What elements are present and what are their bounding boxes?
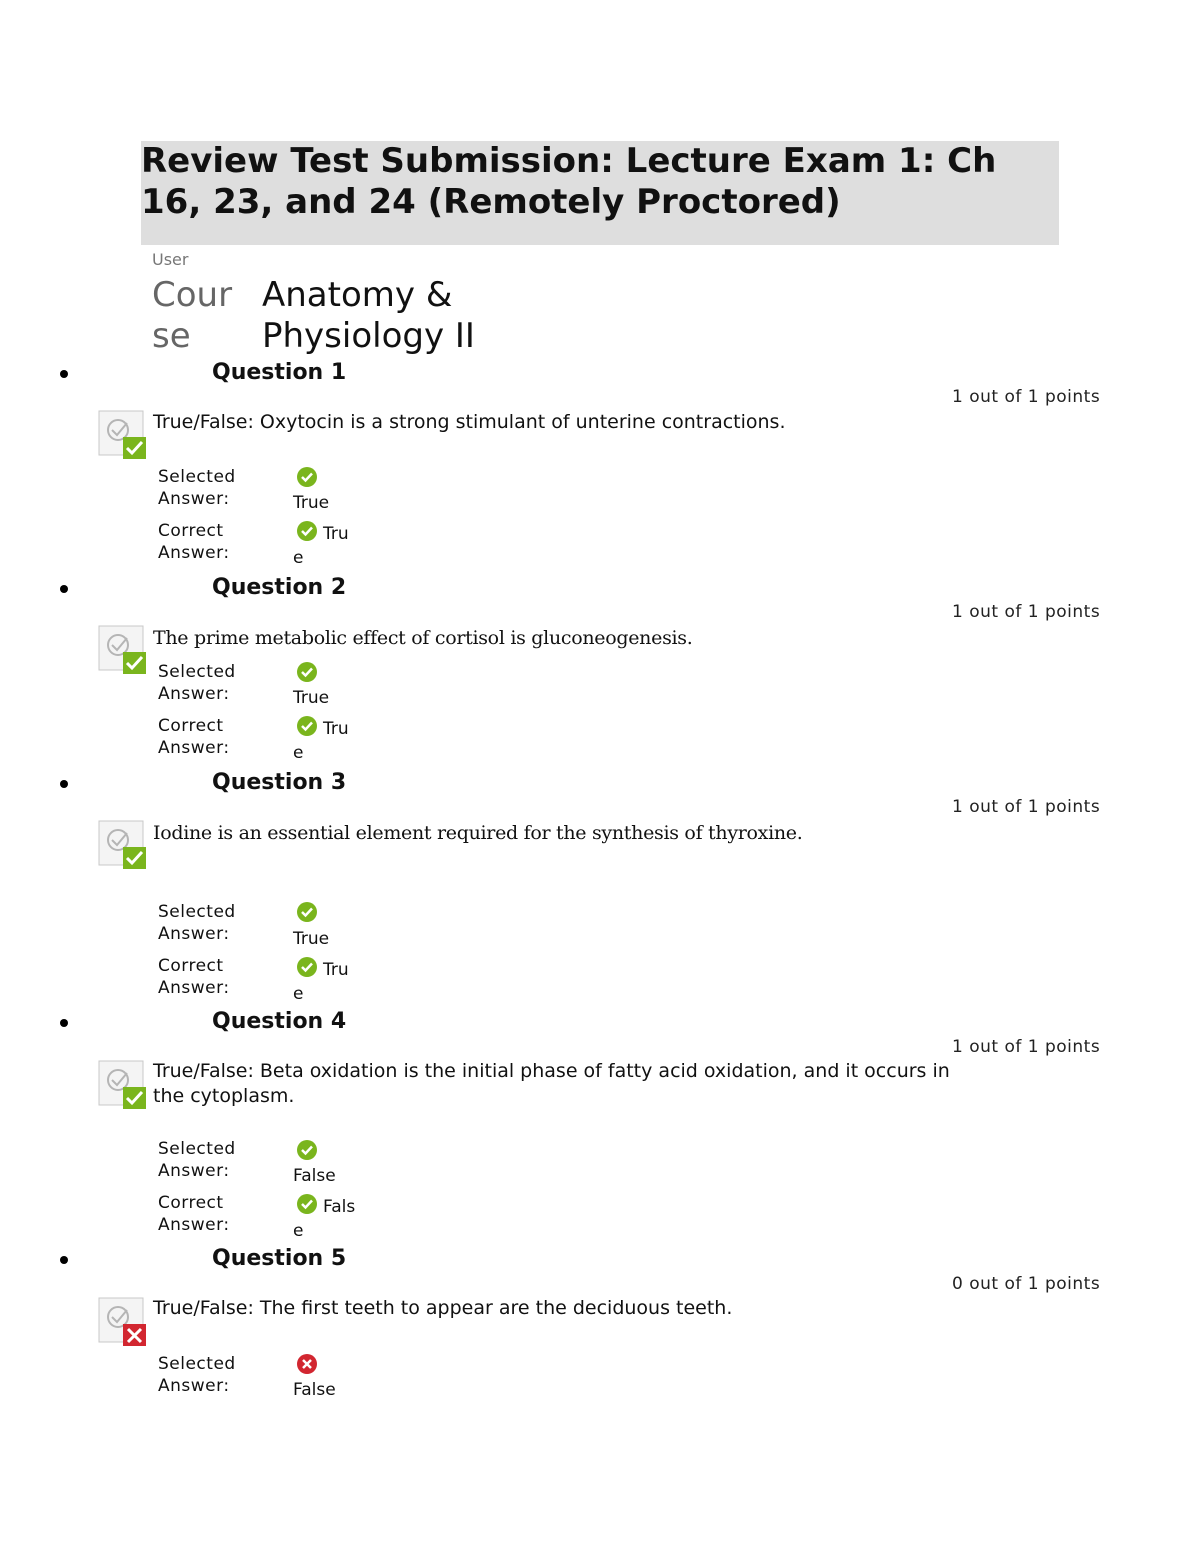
correct-status-icon [98, 1060, 148, 1110]
correct-answer-label: Correct Answer: [158, 521, 230, 563]
question-title: Question 5 [212, 1246, 347, 1271]
page-title: Review Test Submission: Lecture Exam 1: Ch 16, 23, and 24 (Remotely Proctored) [141, 141, 997, 222]
course-label: Course [152, 275, 233, 356]
correct-answer-label: Correct Answer: [158, 956, 230, 998]
list-bullet [60, 585, 68, 593]
correct-answer-value: True [293, 719, 349, 763]
question-points: 0 out of 1 points [952, 1274, 1101, 1294]
selected-answer-value: True [293, 688, 330, 708]
correct-answer-value: False [293, 1197, 356, 1241]
question-text: True/False: The first teeth to appear are the deciduous teeth. [153, 1297, 733, 1319]
question-title: Question 2 [212, 575, 347, 600]
selected-answer-label: Selected Answer: [158, 662, 236, 704]
selected-answer-label: Selected Answer: [158, 902, 236, 944]
correct-answer-label: Correct Answer: [158, 716, 230, 758]
x-circle-icon [297, 1354, 317, 1374]
question-title: Question 4 [212, 1009, 347, 1034]
course-value: Anatomy & Physiology II [262, 275, 475, 356]
question-title: Question 1 [212, 360, 347, 385]
user-label: User [152, 250, 189, 269]
correct-status-icon [98, 410, 148, 460]
check-icon [297, 467, 317, 487]
selected-answer-value: True [293, 929, 330, 949]
check-icon [297, 902, 317, 922]
question-text: Iodine is an essential element required for the synthesis of thyroxine. [153, 822, 803, 844]
question-points: 1 out of 1 points [952, 602, 1101, 622]
selected-answer-value: True [293, 493, 330, 513]
correct-answer-value: True [293, 524, 349, 568]
question-text: True/False: Oxytocin is a strong stimulant of unterine contractions. [153, 411, 786, 433]
selected-answer-value: False [293, 1166, 336, 1186]
question-points: 1 out of 1 points [952, 1037, 1101, 1057]
correct-answer-label: Correct Answer: [158, 1193, 230, 1235]
correct-answer-value: True [293, 960, 349, 1004]
correct-status-icon [98, 820, 148, 870]
question-points: 1 out of 1 points [952, 797, 1101, 817]
selected-answer-value: False [293, 1380, 336, 1400]
question-title: Question 3 [212, 770, 347, 795]
check-icon [297, 1140, 317, 1160]
list-bullet [60, 370, 68, 378]
correct-status-icon [98, 625, 148, 675]
list-bullet [60, 1256, 68, 1264]
incorrect-status-icon [98, 1297, 148, 1347]
selected-answer-label: Selected Answer: [158, 467, 236, 509]
selected-answer-label: Selected Answer: [158, 1354, 236, 1396]
list-bullet [60, 1019, 68, 1027]
check-icon [297, 662, 317, 682]
selected-answer-label: Selected Answer: [158, 1139, 236, 1181]
question-text: True/False: Beta oxidation is the initial phase of fatty acid oxidation, and it occurs in the cytoplasm. [153, 1060, 950, 1107]
list-bullet [60, 780, 68, 788]
question-points: 1 out of 1 points [952, 387, 1101, 407]
question-text: The prime metabolic effect of cortisol is gluconeogenesis. [153, 627, 693, 649]
